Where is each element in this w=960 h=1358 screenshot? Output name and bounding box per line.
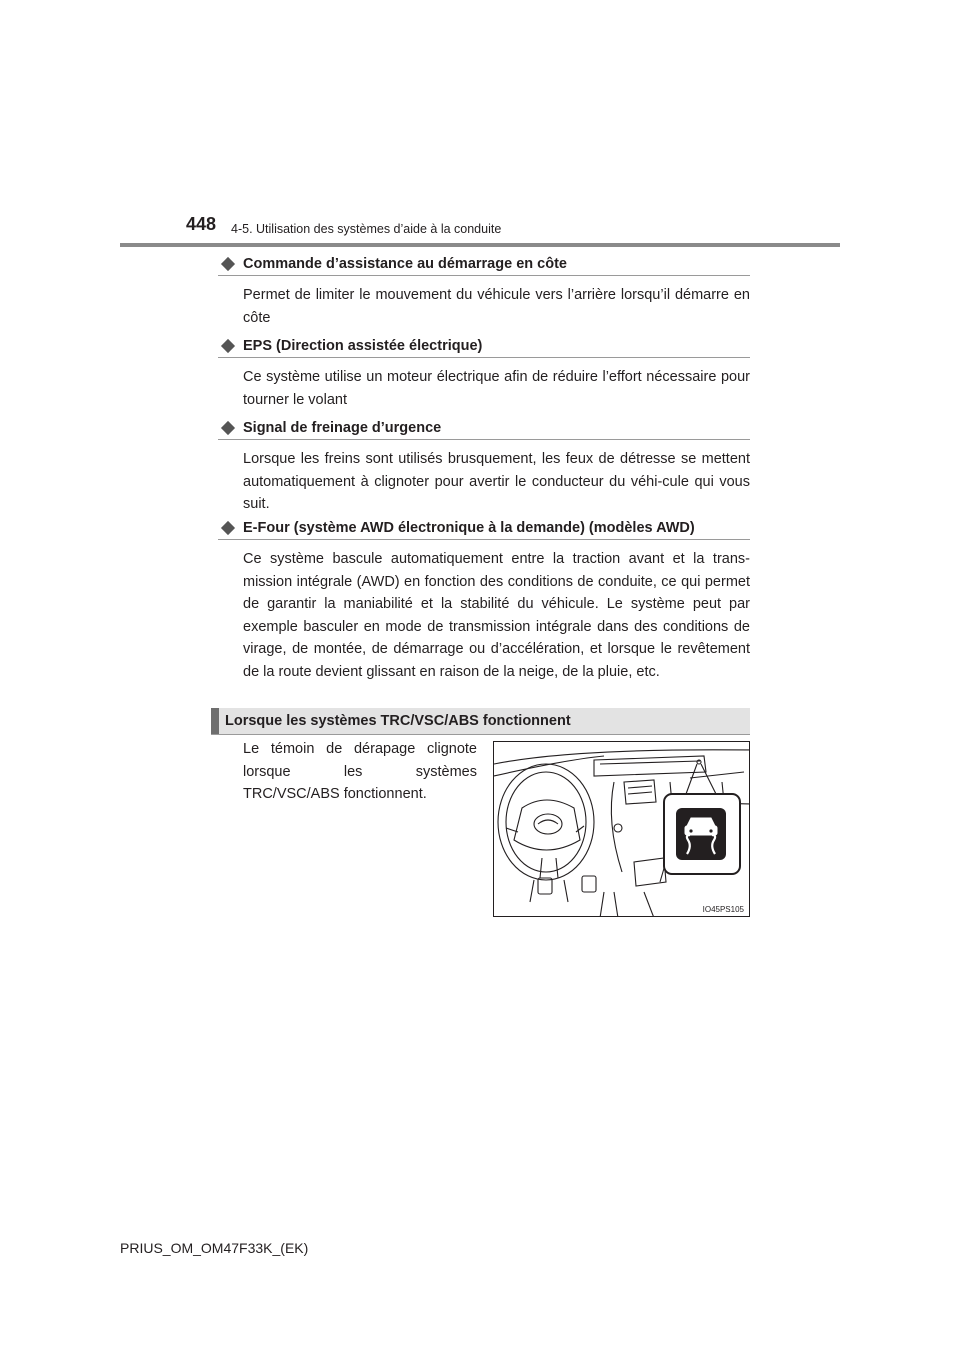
section-text: Lorsque les freins sont utilisés brusquement, les feux de détresse se mettent automatiquement à clignoter pour avertir le conducteur du véhi-cule qui vous suit. <box>243 451 750 512</box>
section-title: Signal de freinage d’urgence <box>243 420 442 436</box>
box-heading-title: Lorsque les systèmes TRC/VSC/ABS fonctionnent <box>225 713 571 729</box>
header-rule <box>120 243 840 247</box>
section-text: Ce système utilise un moteur électrique afin de réduire l’effort nécessaire pour tourner le volant <box>243 369 750 408</box>
chapter-title: 4-5. Utilisation des systèmes d’aide à la conduite <box>231 222 502 236</box>
section-text: Permet de limiter le mouvement du véhicule vers l’arrière lorsqu’il démarre en côte <box>243 287 750 326</box>
dashboard-drawing <box>494 742 750 917</box>
box-text: Le témoin de dérapage clignote lorsque les systèmes TRC/VSC/ABS fonctionnent. <box>243 741 477 802</box>
box-heading-bar <box>211 708 219 734</box>
section-heading <box>218 417 750 440</box>
section-hill-start-assist <box>218 253 750 329</box>
section-emergency-brake-signal <box>218 417 750 516</box>
section-title: EPS (Direction assistée électrique) <box>243 338 483 354</box>
diamond-bullet-icon <box>221 339 235 353</box>
section-text: Ce système bascule automatiquement entre la traction avant et la trans-mission intégrale (AWD) en fonction des conditions de conduite, ce qui permet de garantir la maniabilité et la stabilité du véhicule. Le système peut par exemple basculer en mode de transmission intégrale dans des conditions de virage, de montée, de démarrage ou d’accélération, et lorsque le revêtement de la route devient glissant en raison de la neige, de la pluie, etc. <box>243 551 750 680</box>
footer-doc-id: PRIUS_OM_OM47F33K_(EK) <box>120 1240 309 1256</box>
section-heading <box>218 335 750 358</box>
section-e-four <box>218 517 750 683</box>
box-heading <box>211 708 750 735</box>
section-heading <box>218 517 750 540</box>
page-number: 448 <box>186 214 217 234</box>
section-heading <box>218 253 750 276</box>
dashboard-illustration <box>493 741 750 917</box>
figure-code: IO45PS105 <box>702 905 744 914</box>
section-eps <box>218 335 750 411</box>
section-title: Commande d’assistance au démarrage en côte <box>243 256 567 272</box>
diamond-bullet-icon <box>221 521 235 535</box>
diamond-bullet-icon <box>221 421 235 435</box>
diamond-bullet-icon <box>221 257 235 271</box>
section-title: E-Four (système AWD électronique à la demande) (modèles AWD) <box>243 520 695 536</box>
